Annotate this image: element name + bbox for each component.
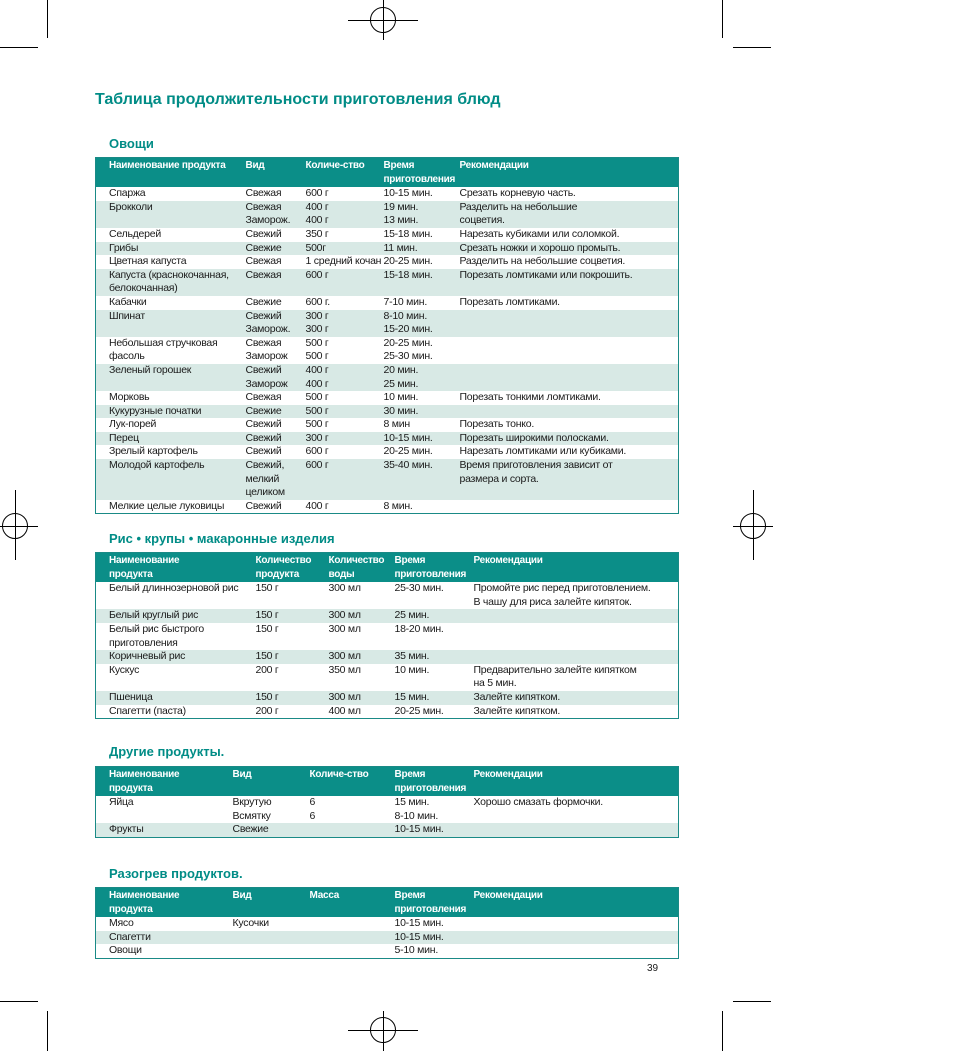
table-cell: 10-15 мин. (384, 432, 460, 446)
table-cell: Нарезать кубиками или соломкой. (459, 227, 620, 240)
table-cell (460, 310, 679, 337)
table-cell: 10 мин. (394, 663, 430, 676)
table-row (96, 296, 679, 310)
section-title-other-products: Другие продукты. (109, 744, 225, 759)
table-cell: Зеленый горошек (96, 364, 246, 391)
table-cell: Белый круглый рис (96, 609, 256, 623)
table-cell: 600 г (306, 459, 384, 500)
table-cell (460, 405, 679, 419)
table-row (96, 242, 679, 256)
table-row (96, 337, 679, 364)
table-cell (460, 364, 679, 391)
rice-grains-pasta-table (95, 552, 679, 719)
table-cell: 200 г (255, 663, 279, 676)
column-header: Количе-ство (306, 158, 384, 188)
table-row (96, 432, 679, 446)
table-cell: Капуста (краснокочанная, белокочанная) (96, 269, 246, 296)
table-cell: Разделить на небольшие соцветия. (459, 255, 626, 268)
table-cell (460, 500, 679, 514)
table-cell: 20-25 мин. (383, 255, 433, 268)
table-row (96, 418, 679, 432)
table-cell: Перец (96, 432, 246, 446)
table-cell: 10-15 мин. (383, 187, 433, 200)
table-cell: Свежая (246, 269, 306, 296)
crop-mark (0, 1001, 38, 1002)
table-cell: 20 мин. 25 мин. (384, 364, 460, 391)
table-cell: 600 г (305, 445, 329, 458)
table-row (96, 691, 679, 705)
table-cell: Шпинат (96, 310, 246, 337)
table-cell (310, 944, 395, 958)
table-cell: 300 мл (329, 609, 395, 623)
table-cell: Коричневый рис (96, 650, 256, 664)
table-cell: Спагетти (паста) (109, 704, 186, 717)
table-cell: 25 мин. (395, 609, 474, 623)
column-header: Наименование продукта (96, 888, 233, 918)
column-header: Время приготовления (395, 553, 474, 583)
section-title-reheating: Разогрев продуктов. (109, 866, 243, 881)
table-cell: Порезать ломтиками или покрошить. (460, 269, 679, 296)
column-header: Наименование продукта (96, 767, 233, 797)
table-cell: Цветная капуста (109, 255, 187, 268)
table-cell: 35-40 мин. (384, 459, 460, 500)
table-cell (474, 917, 679, 931)
column-header: Рекомендации (474, 888, 679, 918)
table-cell: Свежая (245, 391, 282, 404)
table-cell: 20-25 мин. 25-30 мин. (383, 336, 433, 363)
table-header-row (96, 767, 679, 797)
table-cell: 1 средний кочан (305, 255, 382, 268)
table-cell: Срезать ножки и хорошо промыть. (460, 242, 679, 256)
table-row (96, 796, 679, 823)
table-cell: Спагетти (96, 931, 233, 945)
column-header: Время приготовления (384, 158, 460, 188)
section-title-rice-grains-pasta: Рис • крупы • макаронные изделия (109, 531, 335, 546)
table-header-row (96, 888, 679, 918)
table-cell: 350 мл (328, 663, 361, 676)
table-row (96, 705, 679, 719)
table-cell: Свежий (246, 432, 306, 446)
table-row (96, 228, 679, 242)
table-cell: 20-25 мин. (383, 445, 433, 458)
table-cell: Свежий (245, 445, 282, 458)
table-cell (233, 944, 310, 958)
table-cell: 15-18 мин. (384, 269, 460, 296)
table-cell: Свежий (245, 499, 282, 512)
table-cell: 7-10 мин. (383, 295, 427, 308)
table-cell: Грибы (96, 242, 246, 256)
table-cell: Залейте кипятком. (473, 704, 561, 717)
table-cell: 15-18 мин. (383, 227, 433, 240)
table-cell: Свежий (245, 227, 282, 240)
table-cell: Свежая (245, 255, 282, 268)
table-cell: 500 г (306, 405, 384, 419)
table-cell: 500г (306, 242, 384, 256)
table-cell: 300 г 300 г (306, 310, 384, 337)
table-cell: 8 мин (383, 418, 410, 431)
table-cell (310, 823, 395, 837)
table-cell (233, 931, 310, 945)
table-row (96, 582, 679, 609)
table-cell: Срезать корневую часть. (459, 187, 576, 200)
table-cell: 19 мин. 13 мин. (384, 201, 460, 228)
table-cell: 500 г (305, 391, 329, 404)
table-cell: 300 мл (328, 622, 361, 635)
column-header: Время приготовления (395, 888, 474, 918)
table-cell: Свежие (246, 242, 306, 256)
table-row (96, 310, 679, 337)
table-cell: Свежий, мелкий целиком (246, 459, 306, 500)
table-row (96, 944, 679, 958)
table-cell (474, 623, 679, 650)
vegetables-table (95, 157, 679, 514)
table-cell: 8-10 мин. 15-20 мин. (384, 310, 460, 337)
table-row (96, 650, 679, 664)
table-cell: Фрукты (96, 823, 233, 837)
table-cell: Белый рис быстрого приготовления (109, 622, 204, 649)
table-cell: 35 мин. (395, 650, 474, 664)
table-cell (310, 917, 395, 931)
table-cell: Морковь (109, 391, 150, 404)
table-row (96, 664, 679, 691)
crop-mark (733, 47, 771, 48)
table-header-row (96, 158, 679, 188)
table-cell: 20-25 мин. (394, 704, 444, 717)
table-row (96, 187, 679, 201)
crop-mark (733, 1001, 771, 1002)
table-cell: Зрелый картофель (109, 445, 198, 458)
crop-mark (47, 0, 48, 38)
table-cell: Пшеница (96, 691, 256, 705)
crop-mark (47, 1011, 48, 1051)
table-cell: 400 мл (328, 704, 361, 717)
table-cell (474, 944, 679, 958)
column-header: Наименование продукта (96, 158, 246, 188)
column-header: Время приготовления (395, 767, 474, 797)
table-cell: Лук-порей (109, 418, 157, 431)
table-cell: 150 г (255, 582, 279, 595)
table-cell: Молодой картофель (96, 459, 246, 500)
table-row (96, 823, 679, 837)
table-cell: 300 мл (329, 650, 395, 664)
table-cell (474, 823, 679, 837)
table-row (96, 201, 679, 228)
table-cell: Кукурузные початки (96, 405, 246, 419)
table-cell: Свежий (245, 418, 282, 431)
table-cell: Свежая Заморож (245, 336, 288, 363)
column-header: Масса (310, 888, 395, 918)
table-header-row (96, 553, 679, 583)
table-cell: Небольшая стручковая фасоль (109, 336, 218, 363)
table-cell: Мясо (109, 917, 134, 930)
table-cell: 150 г (256, 650, 329, 664)
column-header: Наименование продукта (96, 553, 256, 583)
table-cell: Яйца (109, 796, 134, 809)
other-products-table (95, 766, 679, 838)
table-row (96, 609, 679, 623)
table-cell: Брокколи (96, 201, 246, 228)
table-cell: 10-15 мин. (395, 931, 474, 945)
column-header: Рекомендации (460, 158, 679, 188)
table-cell: 6 6 (309, 796, 316, 822)
crop-mark (0, 47, 38, 48)
table-cell: 15 мин. 8-10 мин. (394, 796, 438, 822)
table-cell: Овощи (109, 944, 142, 957)
table-cell: 8 мин. (383, 499, 413, 512)
table-cell: 30 мин. (384, 405, 460, 419)
table-cell: Кускус (109, 663, 140, 676)
column-header: Количество воды (329, 553, 395, 583)
table-cell: Предварительно залейте кипятком на 5 мин. (473, 663, 637, 690)
table-cell: 400 г (305, 499, 329, 512)
column-header: Вид (246, 158, 306, 188)
table-row (96, 405, 679, 419)
table-cell: Белый длиннозерновой рис (109, 582, 239, 595)
table-cell: Свежий Заморож (246, 364, 306, 391)
page-number: 39 (647, 963, 659, 974)
column-header: Вид (233, 767, 310, 797)
table-cell: Свежая Заморож. (246, 201, 306, 228)
table-cell: Спаржа (109, 187, 146, 200)
table-cell: 600 г (306, 269, 384, 296)
table-row (96, 391, 679, 405)
table-cell: 600 г (305, 187, 329, 200)
table-cell: 500 г (305, 418, 329, 431)
table-cell: Свежая (245, 187, 282, 200)
table-cell (460, 337, 679, 364)
table-cell: 400 г 400 г (306, 364, 384, 391)
table-cell: Промойте рис перед приготовлением. В чашу для риса залейте кипяток. (473, 582, 651, 608)
table-cell: 300 мл (328, 582, 361, 595)
table-cell (474, 609, 679, 623)
column-header: Количе-ство (310, 767, 395, 797)
column-header: Рекомендации (474, 553, 679, 583)
table-cell (474, 931, 679, 945)
table-row (96, 269, 679, 296)
table-cell: 150 г (256, 609, 329, 623)
table-row (96, 459, 679, 500)
crop-mark (722, 0, 723, 38)
table-cell: 300 г (306, 432, 384, 446)
table-cell: 25-30 мин. (394, 582, 444, 595)
reheating-table (95, 887, 679, 959)
table-cell: Свежие (246, 405, 306, 419)
table-cell: Порезать тонкими ломтиками. (459, 391, 601, 404)
table-cell: Время приготовления зависит от размера и сорта. (460, 459, 679, 500)
table-row (96, 500, 679, 514)
table-cell: 15 мин. (395, 691, 474, 705)
table-cell: 10-15 мин. (394, 917, 444, 930)
section-title-vegetables: Овощи (109, 136, 154, 151)
table-row (96, 364, 679, 391)
table-row (96, 255, 679, 269)
column-header: Вид (233, 888, 310, 918)
table-cell (474, 650, 679, 664)
table-cell: Свежие (233, 823, 310, 837)
table-cell: 200 г (255, 704, 279, 717)
table-cell: 150 г (256, 691, 329, 705)
table-cell: 5-10 мин. (394, 944, 438, 957)
table-row (96, 917, 679, 931)
table-cell: Порезать ломтиками. (459, 295, 560, 308)
table-cell: 10 мин. (383, 391, 419, 404)
table-cell: 500 г 500 г (305, 336, 329, 363)
table-cell: Нарезать ломтиками или кубиками. (459, 445, 627, 458)
table-cell: 600 г. (305, 295, 330, 308)
table-cell: 150 г (255, 622, 279, 635)
column-header: Количество продукта (256, 553, 329, 583)
table-cell: 10-15 мин. (395, 823, 474, 837)
table-cell: Мелкие целые луковицы (109, 499, 225, 512)
table-cell: Хорошо смазать формочки. (473, 796, 603, 809)
table-cell: Кусочки (232, 917, 269, 930)
table-row (96, 445, 679, 459)
table-cell: Кабачки (109, 295, 147, 308)
table-cell: Сельдерей (109, 227, 161, 240)
table-cell: Порезать широкими полосками. (460, 432, 679, 446)
table-cell: 400 г 400 г (306, 201, 384, 228)
crop-mark (722, 1011, 723, 1051)
table-row (96, 623, 679, 650)
page-title: Таблица продолжительности приготовления блюд (95, 91, 501, 108)
table-cell: Порезать тонко. (459, 418, 535, 431)
table-cell: Вкрутую Всмятку (232, 796, 272, 822)
table-cell: 350 г (305, 227, 329, 240)
table-cell: Разделить на небольшие соцветия. (460, 201, 679, 228)
column-header: Рекомендации (474, 767, 679, 797)
table-cell: 11 мин. (384, 242, 460, 256)
table-cell: Свежие (245, 295, 282, 308)
table-row (96, 931, 679, 945)
table-cell (310, 931, 395, 945)
table-cell: 300 мл (329, 691, 395, 705)
table-cell: Залейте кипятком. (474, 691, 679, 705)
table-cell: Свежий Заморож. (246, 310, 306, 337)
table-cell: 18-20 мин. (394, 622, 444, 635)
